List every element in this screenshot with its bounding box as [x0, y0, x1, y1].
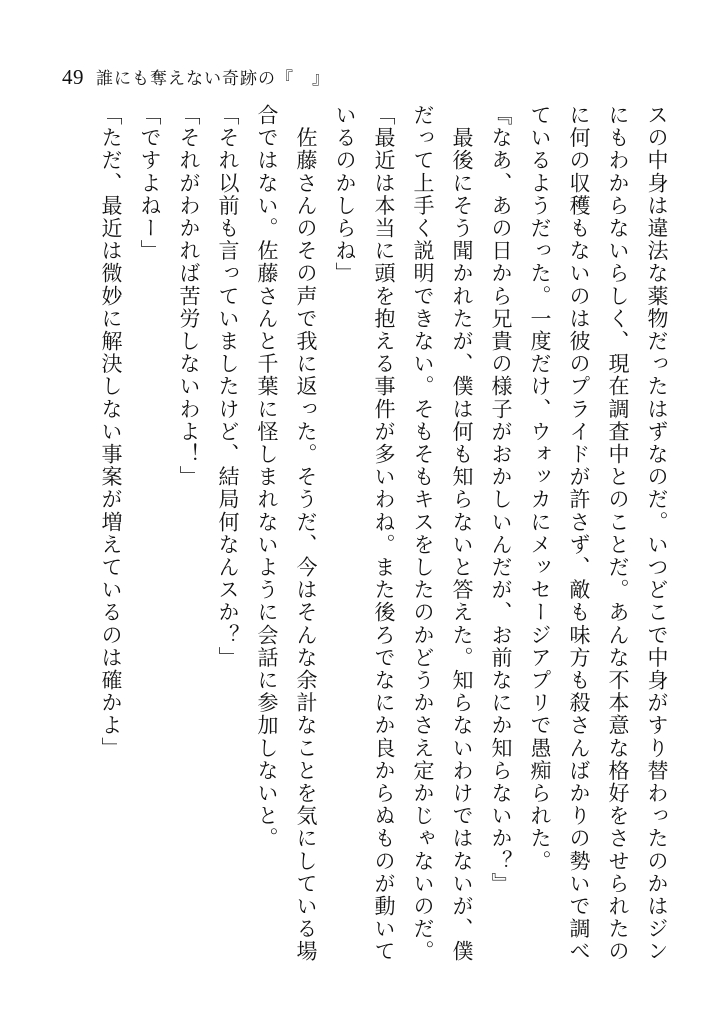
text-line: 「それ以前も言っていましたけど、結局何なんスか？」 — [216, 104, 240, 669]
text-line: いるのかしらね」 — [333, 104, 357, 285]
vertical-body-text — [91, 104, 676, 984]
text-line: 「それがわかれば苦労しないわよ！」 — [177, 104, 201, 489]
text-line: だって上手く説明できない。そもそもキスをしたのかどうかさえ定かじゃないのだ。 — [411, 104, 435, 963]
text-line: 佐藤さんのその声で我に返った。そうだ、今はそんな余計なことを気にしている場 — [294, 104, 318, 963]
text-line: 「ですよねー」 — [138, 104, 162, 263]
text-line: 合ではない。佐藤さんと千葉に怪しまれないように会話に参加しないと。 — [255, 104, 279, 850]
text-line: に何の収穫もないのは彼のプライドが許さず、敵も味方も殺さんばかりの勢いで調べ — [567, 104, 591, 963]
text-line: スの中身は違法な薬物だったはずなのだ。いつどこで中身がすり替わったのかはジン — [645, 104, 669, 963]
text-line: 『なあ、あの日から兄貴の様子がおかしいんだが、お前なにか知らないか？』 — [489, 104, 513, 895]
running-title: 誰にも奪えない奇跡の『 』 — [96, 69, 330, 89]
page-header — [62, 64, 330, 88]
text-line: 最後にそう聞かれたが、僕は何も知らないと答えた。知らないわけではないが、僕 — [450, 104, 474, 963]
text-line: にもわからないらしく、現在調査中とのことだ。あんな不本意な格好をさせられたの — [606, 104, 630, 963]
page-number: 49 — [62, 65, 84, 89]
text-line: 「ただ、最近は微妙に解決しない事案が増えているのは確かよ」 — [99, 104, 123, 760]
text-line: ているようだった。一度だけ、ウォッカにメッセージアプリで愚痴られた。 — [528, 104, 552, 873]
text-line: 「最近は本当に頭を抱える事件が多いわね。また後ろでなにか良からぬものが動いて — [372, 104, 396, 963]
